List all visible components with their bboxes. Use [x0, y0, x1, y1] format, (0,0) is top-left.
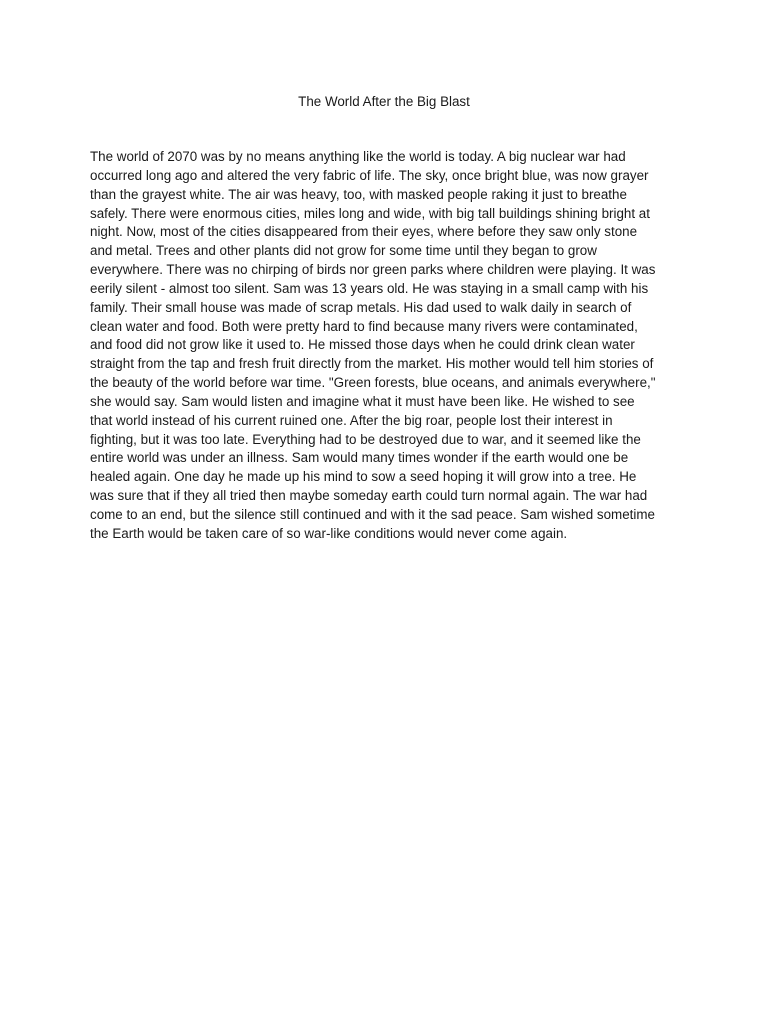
body-line: that world instead of his current ruined one. After the big roar, people lost their interest in	[90, 412, 613, 428]
body-line: straight from the tap and fresh fruit directly from the market. His mother would tell him stories of	[90, 356, 654, 372]
body-line: was sure that if they all tried then maybe someday earth could turn normal again. The war had	[90, 488, 648, 504]
body-line: occurred long ago and altered the very fabric of life. The sky, once bright blue, was now grayer	[90, 167, 649, 183]
body-line: the beauty of the world before war time. "Green forests, blue oceans, and animals everywhere,"	[90, 375, 656, 391]
body-line: and metal. Trees and other plants did not grow for some time until they began to grow	[90, 243, 597, 259]
body-line: come to an end, but the silence still continued and with it the sad peace. Sam wished sometime	[90, 506, 655, 522]
body-line: clean water and food. Both were pretty hard to find because many rivers were contaminated,	[90, 318, 638, 334]
body-line: the Earth would be taken care of so war-like conditions would never come again.	[90, 525, 568, 541]
body-line: eerily silent - almost too silent. Sam was 13 years old. He was staying in a small camp with his	[90, 280, 649, 296]
body-line: everywhere. There was no chirping of birds nor green parks where children were playing. It was	[90, 262, 656, 278]
body-line: night. Now, most of the cities disappeared from their eyes, where before they saw only stone	[90, 224, 638, 240]
body-line: family. Their small house was made of scrap metals. His dad used to walk daily in search of	[90, 299, 632, 315]
body-line: The world of 2070 was by no means anything like the world is today. A big nuclear war had	[90, 149, 626, 164]
body-line: fighting, but it was too late. Everything had to be destroyed due to war, and it seemed like the	[90, 431, 641, 447]
body-line: entire world was under an illness. Sam would many times wonder if the earth would one be	[90, 450, 629, 466]
body-line: she would say. Sam would listen and imagine what it must have been like. He wished to see	[90, 393, 635, 409]
document-title: The World After the Big Blast	[298, 94, 470, 109]
body-line: and food did not grow like it used to. He missed those days when he could drink clean water	[90, 337, 635, 353]
body-line: safely. There were enormous cities, miles long and wide, with big tall buildings shining bright at	[90, 205, 650, 221]
body-line: than the grayest white. The air was heavy, too, with masked people raking it just to breathe	[90, 186, 627, 202]
body-line: healed again. One day he made up his mind to sow a seed hoping it will grow into a tree. He	[90, 469, 637, 485]
